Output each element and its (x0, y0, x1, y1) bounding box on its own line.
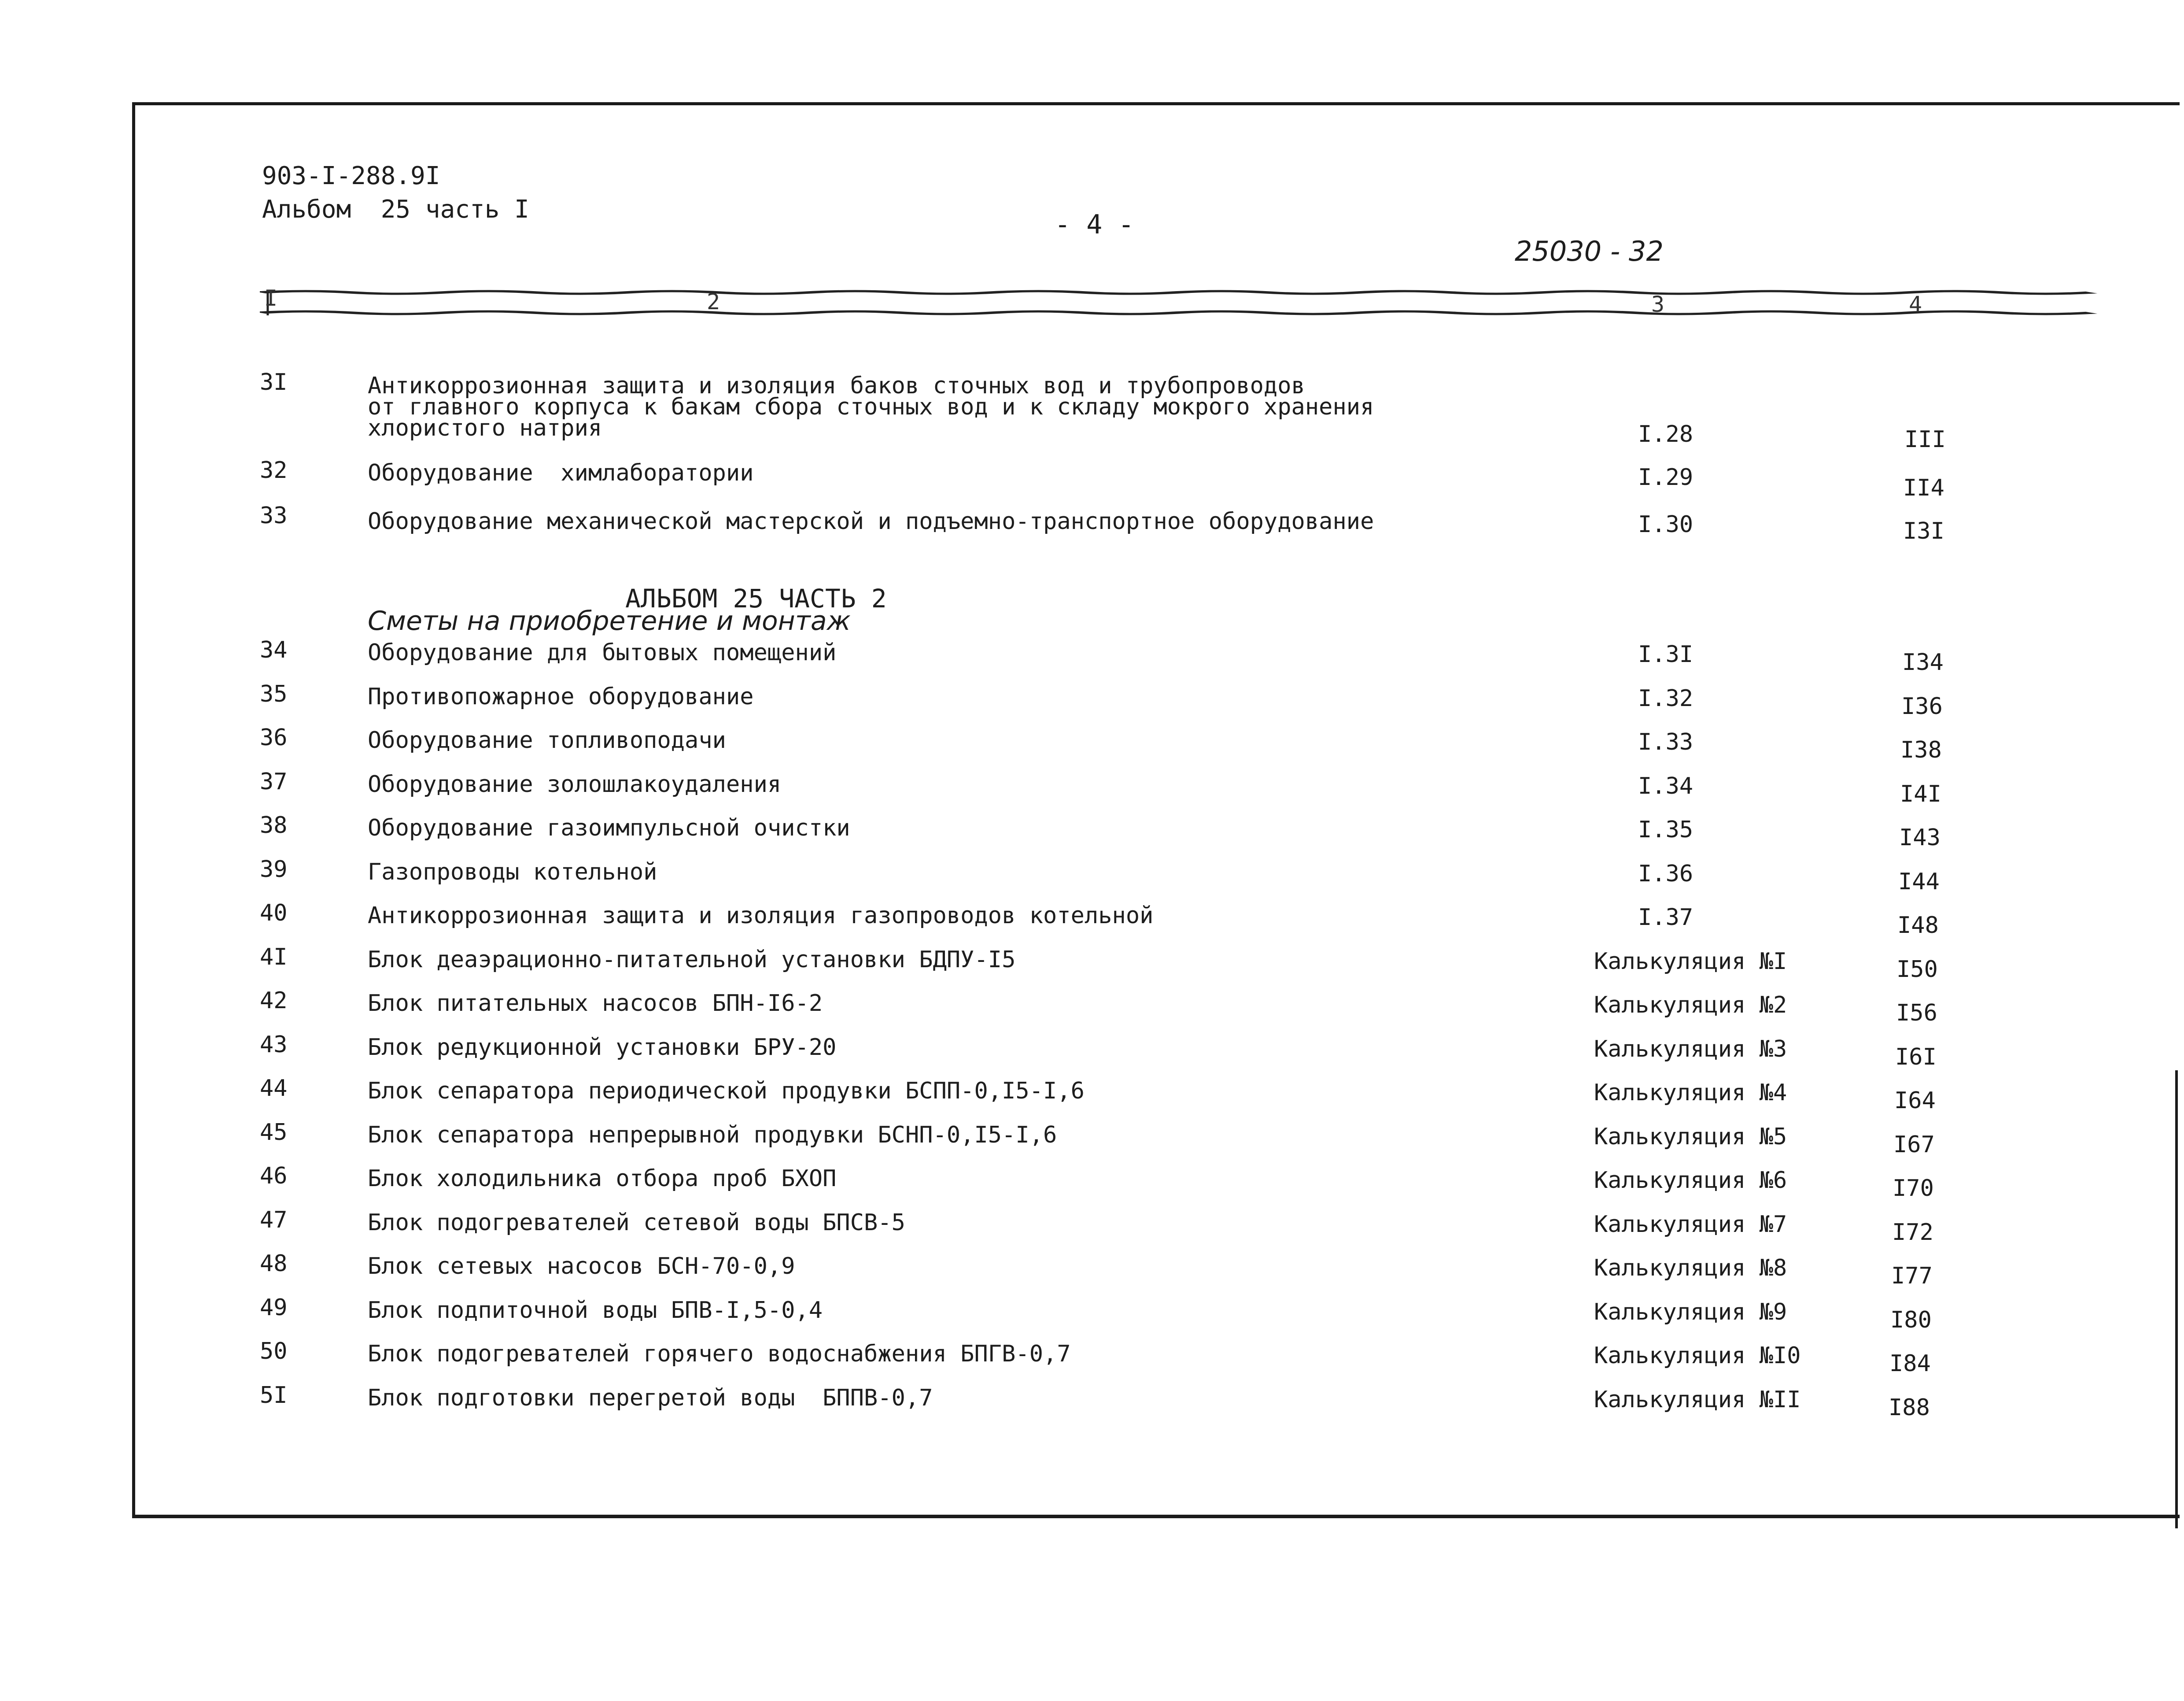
section-title: АЛЬБОМ 25 ЧАСТЬ 2 (625, 584, 887, 614)
row-text: Оборудование золошлакоудаления (368, 771, 782, 798)
row-page: I80 (1890, 1307, 1932, 1333)
row-text: Блок сетевых насосов БСН-70-0,9 (368, 1253, 795, 1279)
row-number: 33 (260, 503, 288, 529)
row-page: I67 (1893, 1132, 1935, 1158)
row-number: 45 (260, 1119, 288, 1146)
row-text: Блок деаэрационно-питательной установки БДПУ-I5 (368, 947, 1016, 973)
row-text: Блок сепаратора непрерывной продувки БСНП-0,I5-I,6 (368, 1122, 1057, 1148)
row-number: 3I (260, 369, 288, 396)
row-text: Блок питательных насосов БПН-I6-2 (368, 990, 823, 1017)
row-text: Оборудование механической мастерской и подъемно-транспортное оборудование (368, 508, 1374, 535)
page-number: - 4 - (1055, 209, 1134, 240)
row-text: Блок подогревателей горячего водоснабжения БПГВ-0,7 (368, 1341, 1071, 1367)
row-number: 49 (260, 1294, 288, 1321)
row-page: I77 (1891, 1263, 1933, 1289)
row-page: I64 (1894, 1087, 1936, 1114)
row-code: Калькуляция №2 (1594, 992, 1787, 1018)
row-code: I.33 (1638, 729, 1693, 755)
row-code: I.29 (1638, 464, 1693, 491)
doc-code: 903-I-288.9I (262, 162, 440, 190)
row-number: 4I (260, 944, 288, 970)
column-number-2: 2 (707, 289, 720, 314)
row-code: I.35 (1638, 817, 1693, 843)
album-line: Альбом 25 часть I (262, 195, 529, 224)
row-code: I.28 (1638, 421, 1693, 447)
row-text-line: от главного корпуса к бакам сбора сточных вод и к складу мокрого хранения (368, 394, 1374, 420)
row-code: Калькуляция №II (1594, 1387, 1801, 1413)
row-code: Калькуляция №9 (1594, 1299, 1787, 1325)
row-text: Противопожарное оборудование (368, 684, 754, 710)
row-number: 40 (260, 900, 288, 926)
row-number: 42 (260, 987, 288, 1014)
row-number: 50 (260, 1338, 288, 1364)
column-number-3: 3 (1651, 292, 1665, 317)
row-code: Калькуляция №4 (1594, 1080, 1787, 1106)
row-text: Блок редукционной установки БРУ-20 (368, 1034, 837, 1061)
row-number: 48 (260, 1250, 288, 1277)
row-page: I34 (1902, 649, 1944, 676)
row-page: I88 (1889, 1394, 1930, 1421)
row-page: I44 (1898, 869, 1940, 895)
row-text: Оборудование топливоподачи (368, 727, 726, 754)
row-code: I.36 (1638, 861, 1693, 887)
row-code: Калькуляция №I (1594, 948, 1787, 975)
frame-edge-mark (2175, 1070, 2178, 1528)
row-page: II4 (1903, 475, 1944, 501)
row-page: I3I (1903, 518, 1944, 544)
row-text: Оборудование химлаборатории (368, 460, 754, 486)
row-page: I38 (1900, 737, 1942, 763)
row-number: 34 (260, 637, 288, 663)
wavy-rule-graphic (260, 286, 2105, 322)
row-code: I.30 (1638, 511, 1693, 538)
row-page: I43 (1899, 825, 1941, 851)
row-page: I6I (1895, 1044, 1937, 1070)
row-page: I72 (1892, 1219, 1933, 1246)
row-number: 43 (260, 1032, 288, 1058)
row-number: 39 (260, 856, 288, 883)
row-page: I4I (1900, 781, 1941, 807)
row-code: Калькуляция №7 (1594, 1211, 1787, 1238)
row-text: Антикоррозионная защита и изоляция газопроводов котельной (368, 902, 1154, 929)
row-page: I48 (1897, 912, 1939, 939)
stamp-number: 25030 - 32 (1515, 235, 1664, 267)
row-number: 35 (260, 681, 288, 707)
row-code: Калькуляция №8 (1594, 1255, 1787, 1281)
row-text: Блок подпиточной воды БПВ-I,5-0,4 (368, 1297, 823, 1324)
row-number: 38 (260, 812, 288, 839)
row-number: 32 (260, 457, 288, 484)
row-page: I70 (1893, 1175, 1934, 1202)
row-text: Блок подогревателей сетевой воды БПСВ-5 (368, 1209, 905, 1236)
row-code: Калькуляция №I0 (1594, 1342, 1801, 1369)
row-text: Газопроводы котельной (368, 859, 657, 885)
row-page: I50 (1896, 956, 1938, 983)
row-page: I36 (1901, 693, 1943, 720)
row-code: I.34 (1638, 773, 1693, 799)
row-text: Блок сепаратора периодической продувки БСПП-0,I5-I,6 (368, 1078, 1085, 1104)
row-text: Оборудование для бытовых помещений (368, 640, 837, 666)
section-subtitle: Сметы на приобретение и монтаж (368, 606, 851, 636)
row-text: Блок подготовки перегретой воды БППВ-0,7 (368, 1385, 933, 1411)
row-code: Калькуляция №5 (1594, 1124, 1787, 1150)
column-number-4: 4 (1909, 292, 1922, 317)
row-number: 44 (260, 1075, 288, 1102)
row-text-line: Антикоррозионная защита и изоляция баков сточных вод и трубопроводов (368, 373, 1305, 399)
row-code: Калькуляция №3 (1594, 1036, 1787, 1062)
row-code: Калькуляция №6 (1594, 1167, 1787, 1194)
row-number: 36 (260, 725, 288, 751)
row-number: 46 (260, 1163, 288, 1189)
row-text: Блок холодильника отбора проб БХОП (368, 1165, 837, 1192)
row-number: 47 (260, 1207, 288, 1233)
row-number: 5I (260, 1382, 288, 1409)
row-text-line: хлористого натрия (368, 415, 602, 441)
row-code: I.37 (1638, 904, 1693, 931)
row-code: I.3I (1638, 641, 1693, 668)
row-number: 37 (260, 769, 288, 795)
row-code: I.32 (1638, 685, 1693, 712)
row-text: Оборудование газоимпульсной очистки (368, 815, 850, 841)
row-page: I84 (1889, 1350, 1931, 1377)
row-page: I56 (1896, 1000, 1937, 1026)
row-page: III (1904, 426, 1946, 453)
column-number-1: I (264, 285, 278, 311)
